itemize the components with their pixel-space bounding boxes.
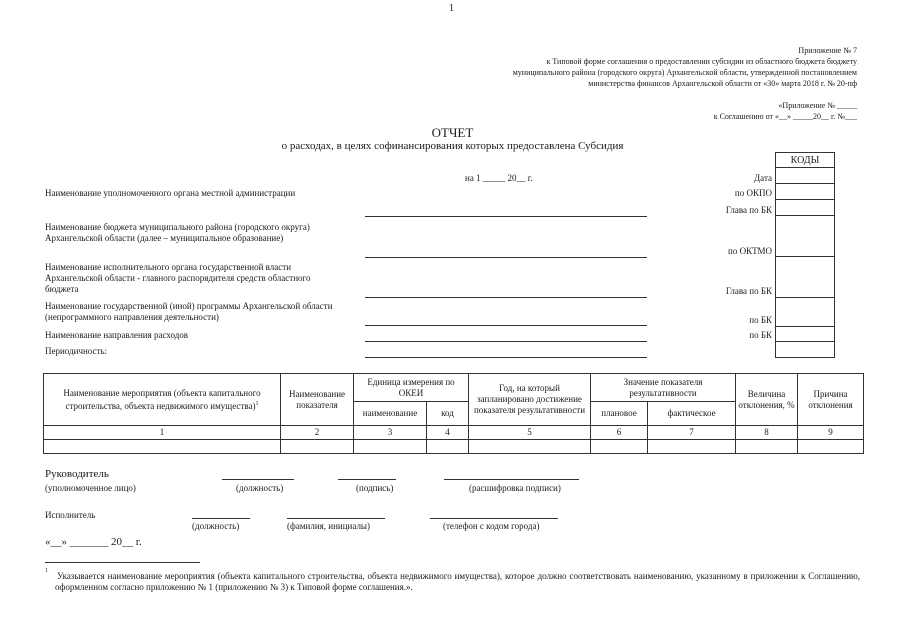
report-title: ОТЧЕТ [431,125,474,140]
field-periodicity-label: Периодичность: [45,346,108,356]
field-direction-input[interactable] [365,341,647,342]
code-okpo-cell[interactable] [776,184,835,200]
header-event-text: Наименование мероприятия (объекта капитального строительства, объекта недвижимого имущества) [63,387,261,411]
codes-table [775,152,835,358]
field-budget-input[interactable] [365,257,647,258]
col-number: 1 [44,426,281,440]
table-cell[interactable] [354,440,427,454]
exec-phone-input[interactable] [430,518,558,519]
header-year: Год, на который запланировано достижение показателя результативности [469,374,591,426]
col-number: 7 [648,426,736,440]
code-periodicity-cell[interactable] [776,342,835,358]
field-periodicity-input[interactable] [365,357,647,358]
exec-phone-caption: (телефон с кодом города) [443,521,540,531]
table-cell[interactable] [736,440,798,454]
header-indicator: Наименование показателя [281,374,354,426]
field-direction-label: Наименование направления расходов [45,330,189,340]
footnote-mark: 1 [45,568,48,574]
codes-header: КОДЫ [776,153,835,168]
table-cell[interactable] [648,440,736,454]
exec-position-input[interactable] [192,518,250,519]
exec-position-caption: (должность) [192,521,240,531]
exec-name-input[interactable] [287,518,385,519]
header-unit-code: код [427,402,469,426]
report-subtitle: о расходах, в целях софинансирования которых предоставлена Субсидия [281,140,624,152]
head-signature-input[interactable] [338,479,396,480]
exec-name-caption: (фамилия, инициалы) [287,521,370,531]
head-signature-caption: (подпись) [356,483,394,493]
code-bk2-cell[interactable] [776,257,835,298]
code-label-okpo: по ОКПО [734,188,772,198]
table-cell[interactable] [591,440,648,454]
footnote-mark-ref: 1 [255,400,259,407]
table-cell[interactable] [469,440,591,454]
header-value: Значение показателя результативности [591,374,736,402]
field-budget-label: Наименование бюджета муниципального района (городского округа) Архангельской области (далее – муниципальное образование) [45,222,310,243]
page-number: 1 [449,3,454,14]
col-number: 2 [281,426,354,440]
results-table [43,373,864,454]
report-date: на 1 _____ 20__ г. [465,173,533,183]
table-cell[interactable] [427,440,469,454]
header-value-fact: фактическое [648,402,736,426]
field-authority-label: Наименование уполномоченного органа местной администрации [45,188,296,198]
code-label-bk1: Глава по БК [725,205,772,215]
head-decoding-input[interactable] [444,479,579,480]
head-position-caption: (должность) [236,483,284,493]
table-cell[interactable] [44,440,281,454]
col-number: 8 [736,426,798,440]
appendix-line-4: министерства финансов Архангельской области от «30» марта 2018 г. № 20-пф [588,79,857,88]
head-sublabel: (уполномоченное лицо) [45,483,136,493]
head-decoding-caption: (расшифровка подписи) [469,483,561,493]
code-label-bk4: по БК [749,330,772,340]
header-unit-name: наименование [354,402,427,426]
code-label-bk3: по БК [749,315,772,325]
head-position-input[interactable] [222,479,294,480]
footnote-text: Указывается наименование мероприятия (объекта капитального строительства, объекта недвижимого имущества), которое должно соответствовать наименованию, указанному в приложении к Соглашению, оформленном согласно приложению № 1 (приложению № 3) к Типовой форме соглашения.». [55,571,860,592]
table-cell[interactable] [798,440,864,454]
code-bk1-cell[interactable] [776,200,835,216]
col-number: 4 [427,426,469,440]
header-deviation: Величина отклонения, % [736,374,798,426]
appendix-line-2: к Типовой форме соглашения о предоставлении субсидии из областного бюджета бюджету [546,57,857,66]
code-label-bk2: Глава по БК [725,286,772,296]
date-line: «__» _______ 20__ г. [45,536,142,548]
code-bk4-cell[interactable] [776,327,835,342]
agreement-ref-line-2: к Соглашению от «__» _____20__ г. №___ [713,112,857,121]
executor-label: Исполнитель [45,510,96,520]
field-program-label: Наименование государственной (иной) программы Архангельской области (непрограммного направления деятельности) [45,301,333,322]
field-program-input[interactable] [365,325,647,326]
header-event [44,374,281,426]
table-cell[interactable] [281,440,354,454]
head-label: Руководитель [45,468,109,480]
col-number: 9 [798,426,864,440]
footnote-separator [45,562,200,563]
header-unit: Единица измерения по ОКЕИ [354,374,469,402]
header-value-plan: плановое [591,402,648,426]
header-reason: Причина отклонения [798,374,864,426]
code-label-oktmo: по ОКТМО [728,246,772,256]
col-number: 3 [354,426,427,440]
appendix-line-1: Приложение № 7 [798,46,857,55]
code-date-cell[interactable] [776,168,835,184]
col-number: 5 [469,426,591,440]
code-oktmo-cell[interactable] [776,216,835,257]
col-number: 6 [591,426,648,440]
field-executive-label: Наименование исполнительного органа государственной власти Архангельской области - главного распорядителя средств областного бюджета [45,262,311,294]
agreement-ref-line-1: «Приложение № _____ [778,101,857,110]
field-executive-input[interactable] [365,297,647,298]
field-authority-input[interactable] [365,216,647,217]
appendix-line-3: муниципального района (городского округа) Архангельской области, утвержденной постановлением [512,68,857,77]
code-bk3-cell[interactable] [776,298,835,327]
code-label-date: Дата [754,173,772,183]
